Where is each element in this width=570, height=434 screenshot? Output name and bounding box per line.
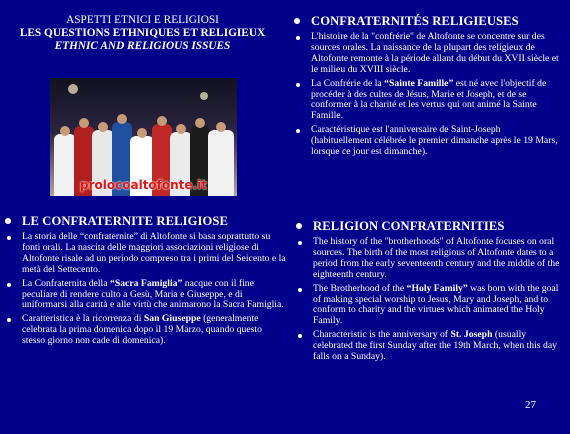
head [176, 124, 186, 134]
french-item-saint-joseph: Caractéristique est l'anniversaire de Saint-Joseph (habituellement célébrée le premier dimanche après le 19 Mars, lorsque ce jour est dimanche). [291, 125, 563, 158]
title-english: ETHNIC AND RELIGIOUS ISSUES [54, 40, 231, 52]
english-heading: RELIGION CONFRATERNITIES [293, 219, 565, 233]
head [79, 118, 89, 128]
french-item-holy-family: La Confrérie de la “Sainte Famille” est né avec l'objectif de procéder à des cultes de Jésus, Marie et Joseph, et de se conformer à la charité et les vertus qui ont animé la Sainte Famille. [291, 79, 563, 123]
title-french: LES QUESTIONS ETHNIQUES ET RELIGIEUX [19, 27, 266, 39]
head [98, 122, 108, 132]
procession-photo [50, 78, 237, 196]
italian-section [2, 214, 287, 350]
english-item-saint-joseph: Characteristic is the anniversary of St. Joseph (usually celebrated the first Sunday after the 19th March, when this day falls on a Sunday). [293, 330, 565, 363]
italian-heading: LE CONFRATERNITE RELIGIOSE [2, 214, 287, 228]
street-light [68, 84, 78, 94]
head [195, 118, 205, 128]
italian-item-holy-family: La Confraternita della “Sacra Famiglia” nacque con il fine peculiare di rendere culto a Gesù, Maria e Giuseppe, e di uniformarsi alla carità e alle virtù che animarono la Sacra Famiglia. [2, 279, 287, 312]
french-heading: CONFRATERNITÉS RELIGIEUSES [291, 14, 563, 28]
title-block [10, 14, 275, 53]
english-item-history: The history of the "brotherhoods" of Altofonte focuses on oral sources. The birth of the most religious of Altofonte dates to a period from the early seventeenth century and the middle of the eighteenth century. [293, 237, 565, 281]
photo-watermark: prolocoaltofonte.it [80, 178, 207, 192]
head [137, 128, 147, 138]
italian-item-history: La storia delle “confraternite” di Altofonte si basa soprattutto su fonti orali. La nascita delle maggiori associazioni religiose di Altofonte risale ad un periodo compreso tra i primi del Seicento e la metà del Settecento. [2, 232, 287, 276]
head [157, 116, 167, 126]
english-item-holy-family: The Brotherhood of the “Holy Family” was born with the goal of making special worship to Jesus, Mary and Joseph, and to conform to charity and the virtues which animated the Holy Family. [293, 284, 565, 328]
french-list [291, 32, 563, 158]
head [216, 122, 226, 132]
french-item-history: L'histoire de la "confrérie" de Altofonte se concentre sur des sources orales. La naissance de la plupart des religieux de Altofonte remonte à la période allant du début du XVII siècle et le milieu du XVIII siècle. [291, 32, 563, 76]
head [60, 126, 70, 136]
page-number: 27 [525, 399, 536, 411]
french-section [291, 14, 563, 161]
english-list [293, 237, 565, 363]
street-light [200, 92, 208, 100]
italian-item-saint-joseph: Caratteristica è la ricorrenza di San Giuseppe (generalmente celebrata la prima domenica dopo il 19 Marzo, quando questo stesso giorno non cade di domenica). [2, 314, 287, 347]
english-section [293, 219, 565, 366]
italian-list [2, 232, 287, 347]
head [117, 114, 127, 124]
title-italian: ASPETTI ETNICI E RELIGIOSI [66, 14, 219, 26]
